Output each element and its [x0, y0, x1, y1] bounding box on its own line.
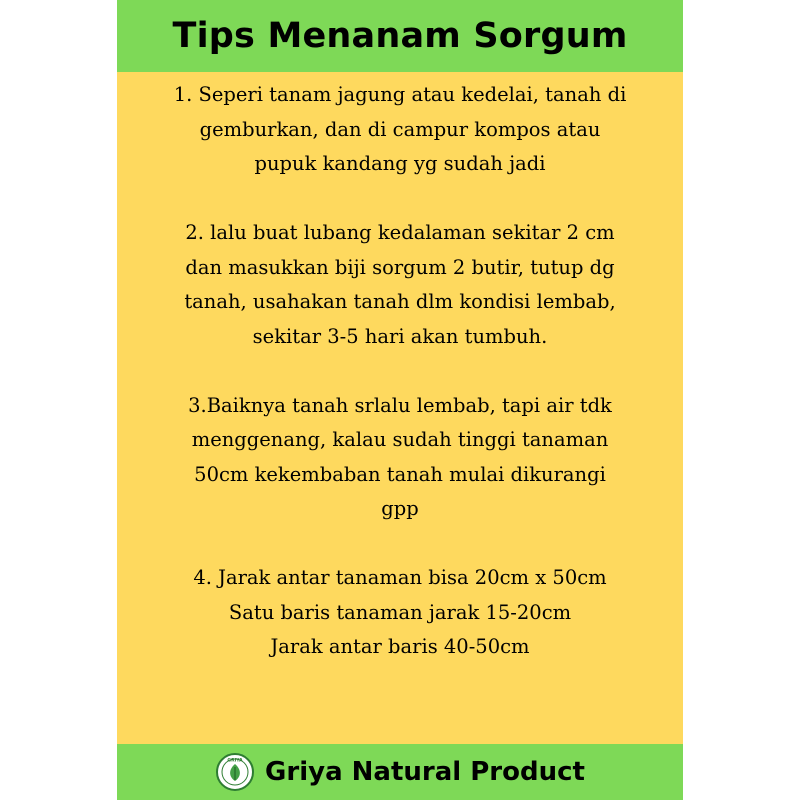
tip-line: 3.Baiknya tanah srlalu lembab, tapi air tdk: [188, 393, 612, 417]
brand-name: Griya Natural Product: [265, 757, 585, 787]
tip-line: dan masukkan biji sorgum 2 butir, tutup dg: [185, 255, 615, 279]
footer-band: [117, 744, 683, 800]
griya-logo-icon: [215, 752, 255, 792]
tip-line: gemburkan, dan di campur kompos atau: [199, 117, 601, 141]
tip-line: pupuk kandang yg sudah jadi: [254, 152, 546, 175]
tip-line: 2. lalu buat lubang kedalaman sekitar 2 cm: [185, 221, 615, 244]
tip-item-2: [117, 216, 683, 354]
header-band: [117, 0, 683, 72]
tip-line: gpp: [381, 497, 419, 520]
tip-line: menggenang, kalau sudah tinggi tanaman: [191, 428, 609, 451]
tip-line: 4. Jarak antar tanaman bisa 20cm x 50cm: [193, 566, 607, 589]
tips-list: [117, 78, 683, 699]
tip-item-3: [117, 389, 683, 527]
tip-line: Satu baris tanaman jarak 15-20cm: [228, 600, 572, 624]
tip-line: 50cm kekembaban tanah mulai dikurangi: [194, 462, 606, 486]
poster-card: [117, 0, 683, 800]
tip-line: tanah, usahakan tanah dlm kondisi lembab,: [184, 290, 616, 313]
tip-item-1: [117, 78, 683, 182]
tip-item-4: [117, 561, 683, 665]
tip-line: Jarak antar baris 40-50cm: [270, 635, 530, 658]
page-title: Tips Menanam Sorgum: [172, 16, 628, 56]
logo-text: GRIYA: [227, 758, 243, 764]
tip-line: sekitar 3-5 hari akan tumbuh.: [252, 324, 548, 348]
tip-line: 1. Seperi tanam jagung atau kedelai, tanah di: [173, 83, 627, 106]
